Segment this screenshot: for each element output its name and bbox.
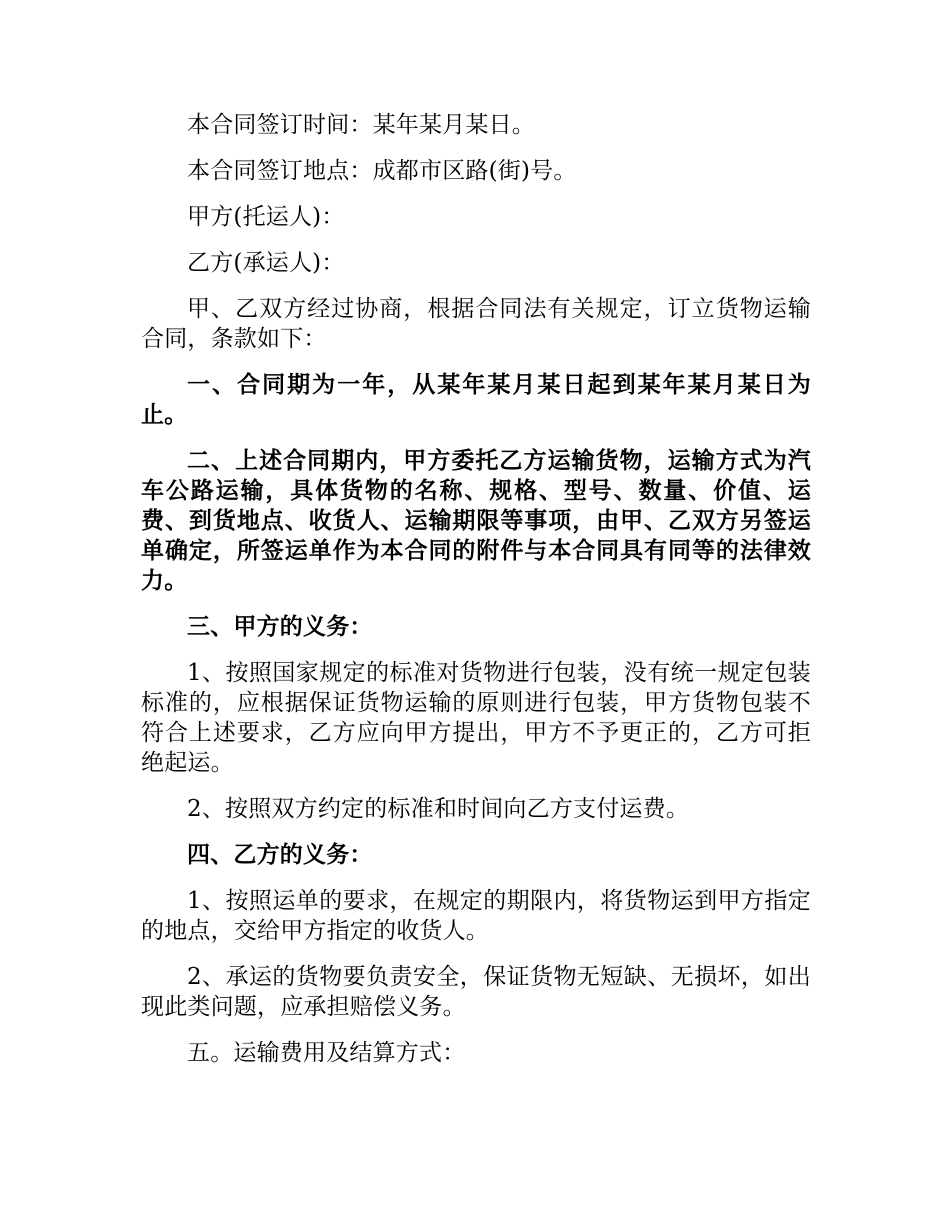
party-a-paragraph: 甲方(托运人)： [187, 204, 345, 230]
preamble-paragraph: 甲、乙双方经过协商，根据合同法有关规定，订立货物运输合同，条款如下： [141, 296, 811, 352]
signing-place-paragraph: 本合同签订地点：成都市区路(街)号。 [187, 158, 577, 184]
clause-3-item-1: 1、按照国家规定的标准对货物进行包装，没有统一规定包装标准的，应根据保证货物运输的原则进行包装，甲方货物包装不符合上述要求，乙方应向甲方提出，甲方不予更正的，乙方可拒绝起运。 [141, 660, 811, 776]
clause-3-item-2: 2、按照双方约定的标准和时间向乙方支付运费。 [187, 796, 690, 822]
party-b-paragraph: 乙方(承运人)： [187, 250, 345, 276]
document-body [141, 110, 811, 1084]
clause-4-item-2: 2、承运的货物要负责安全，保证货物无短缺、无损坏，如出现此类问题，应承担赔偿义务。 [141, 964, 811, 1020]
signing-date-paragraph: 本合同签订时间：某年某月某日。 [187, 112, 535, 138]
clause-1-heading: 一、合同期为一年，从某年某月某日起到某年某月某日为止。 [141, 371, 811, 428]
clause-4-heading: 四、乙方的义务： [187, 841, 373, 868]
clause-4-item-1: 1、按照运单的要求，在规定的期限内，将货物运到甲方指定的地点，交给甲方指定的收货人。 [141, 888, 811, 944]
clause-2-heading: 二、上述合同期内，甲方委托乙方运输货物，运输方式为汽车公路运输，具体货物的名称、规格、型号、数量、价值、运费、到货地点、收货人、运输期限等事项，由甲、乙双方另签运单确定，所签运单作为本合同的附件与本合同具有同等的法律效力。 [141, 447, 811, 594]
clause-5-heading: 五。运输费用及结算方式： [187, 1040, 466, 1066]
clause-3-heading: 三、甲方的义务： [187, 613, 373, 640]
